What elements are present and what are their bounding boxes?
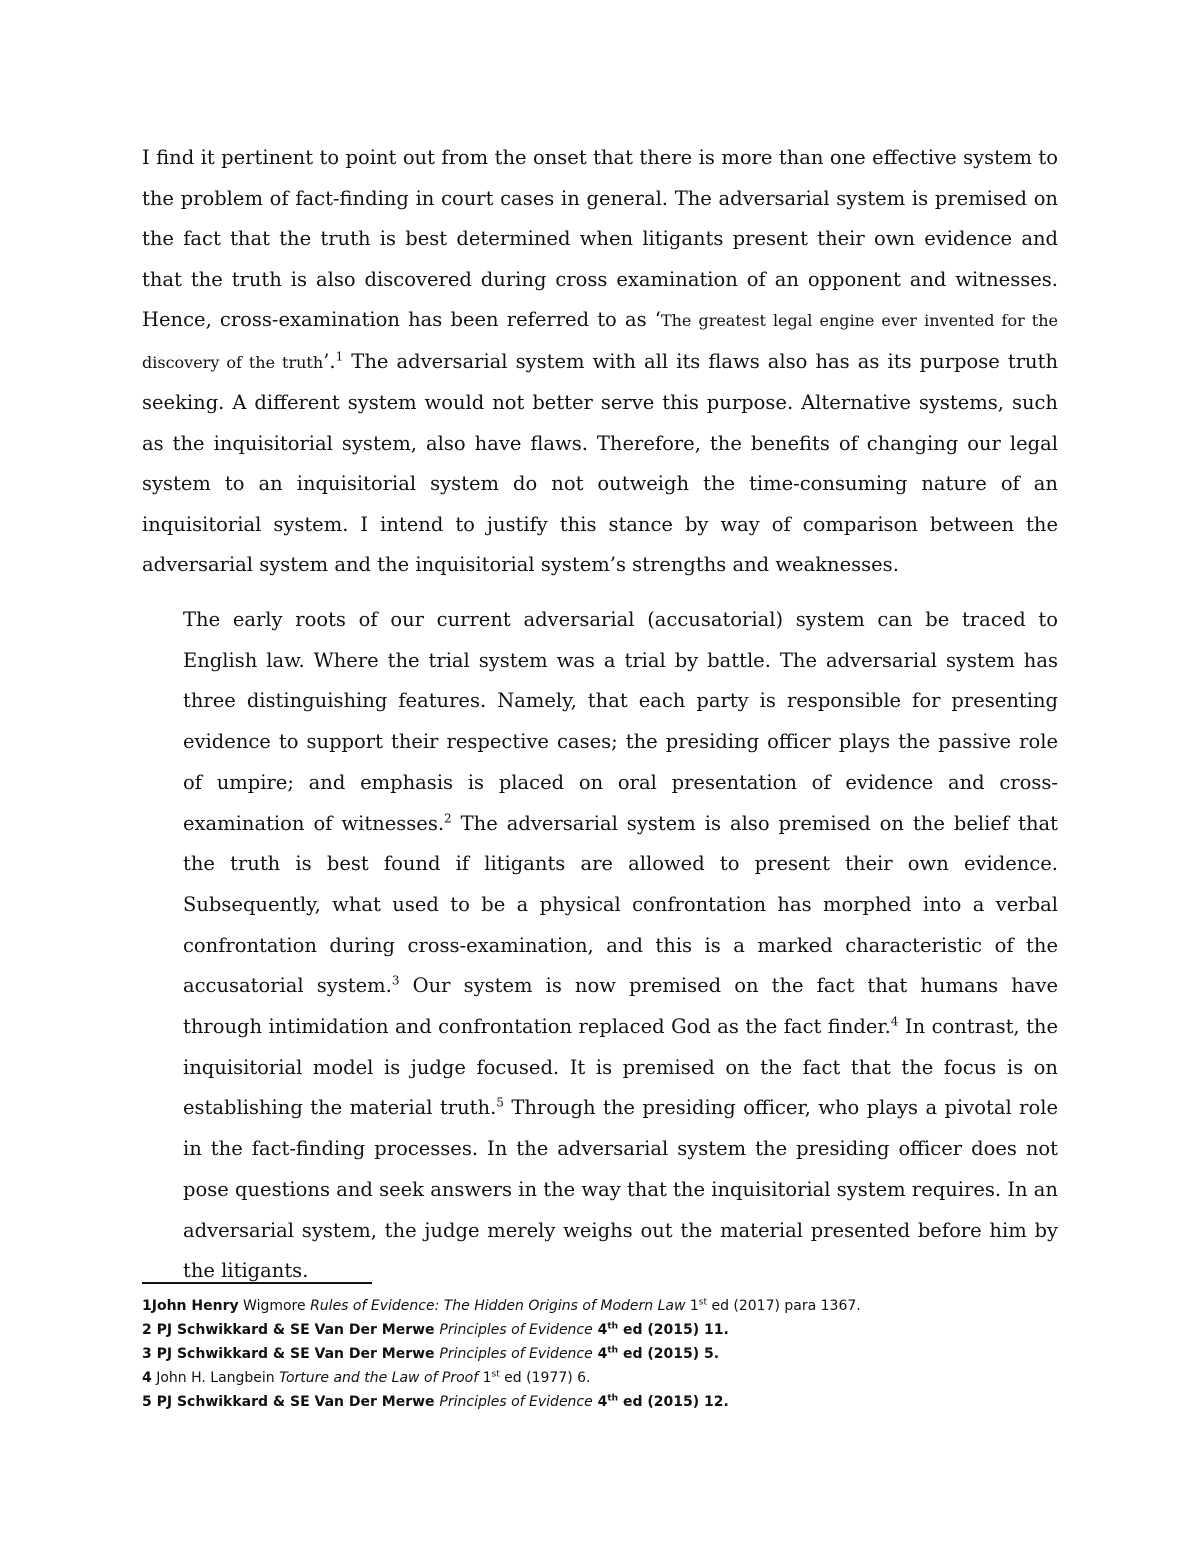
footnote-author: John Henry [151,1298,239,1314]
footnote-5 [142,1390,1058,1414]
footnote-number: 2 [142,1322,152,1338]
footnote-title: Rules of Evidence: The Hidden Origins of Modern Law [310,1298,686,1314]
footnote-citation: ed (2015) 12. [618,1394,729,1410]
history-text-1: The early roots of our current adversarial (accusatorial) system can be traced to English law. Where the trial system was a trial by battle. The adversarial system has three distinguishing features. Namely, that each party is responsible for presenting evidence to support their respective cases; the presiding officer plays the passive role of umpire; and emphasis is placed on oral presentation of evidence and cross-examination of witnesses. [183,608,1058,835]
footnote-number: 5 [142,1394,152,1410]
footnote-citation: ed (2017) para 1367. [707,1298,861,1314]
body-paragraph-intro [142,138,1058,586]
footnote-edition-suffix: st [698,1297,707,1308]
footnote-edition-suffix: th [607,1321,619,1332]
footnote-author: John H. Langbein [151,1370,280,1386]
intro-text: I find it pertinent to point out from the onset that there is more than one effective system to the problem of fact-finding in court cases in general. The adversarial system is premised on the fact that the truth is best determined when litigants present their own evidence and that the truth is also discovered during cross examination of an opponent and witnesses. Hence, cross-examination has been referred to as ‘ [142,146,1058,331]
footnote-4 [142,1366,1058,1390]
footnote-title: Principles of Evidence [439,1394,593,1410]
footnote-title: Principles of Evidence [439,1346,593,1362]
footnote-edition-suffix: th [607,1393,619,1404]
history-text-5: Through the presiding officer, who plays a pivotal role in the fact-finding processes. In the adversarial system the presiding officer does not pose questions and seek answers in the way that the inquisitorial system requires. In an adversarial system, the judge merely weighs out the material presented before him by the litigants. [183,1096,1059,1283]
footnote-title: Principles of Evidence [439,1322,593,1338]
footnote-2 [142,1318,1058,1342]
footnote-edition: 4 [592,1346,608,1362]
footnote-edition-suffix: th [607,1345,619,1356]
footnote-citation: ed (1977) 6. [499,1370,591,1386]
footnote-edition: 1 [478,1370,492,1386]
footnote-ref-3[interactable]: 3 [391,973,400,988]
footnote-edition: 4 [592,1322,608,1338]
footnote-author: PJ Schwikkard & SE Van Der Merwe [151,1322,440,1338]
footnote-3 [142,1342,1058,1366]
footnote-author: PJ Schwikkard & SE Van Der Merwe [151,1394,440,1410]
footnote-ref-1[interactable]: 1 [335,349,344,363]
footnote-title: Torture and the Law of Proof [279,1370,479,1386]
footnote-author: PJ Schwikkard & SE Van Der Merwe [151,1346,440,1362]
footnote-1 [142,1294,1058,1318]
footnote-citation: ed (2015) 11. [618,1322,729,1338]
history-text-2: The adversarial system is also premised on the belief that the truth is best found if litigants are allowed to present their own evidence. Subsequently, what used to be a physical confrontation has morphed into a verbal confrontation during cross-examination, and this is a marked characteristic of the accusatorial system. [183,811,1058,998]
footnote-edition: 4 [592,1394,608,1410]
footnote-edition-suffix: st [491,1369,500,1380]
footnote-number: 3 [142,1346,152,1362]
footnote-ref-2[interactable]: 2 [444,811,452,826]
footnotes [142,1294,1058,1414]
footnote-citation: ed (2015) 5. [618,1346,720,1362]
body-paragraph-history [183,600,1058,1292]
quote-close: ’. [323,349,336,373]
footnote-ref-5[interactable]: 5 [496,1095,504,1110]
history-text-3: Our system is now premised on the fact that humans have through intimidation and confrontation replaced God as the fact finder. [183,974,1058,1039]
footnote-author-surname: Wigmore [238,1298,311,1314]
footnote-number: 1 [142,1298,152,1314]
footnote-number: 4 [142,1370,152,1386]
footnote-separator [142,1282,372,1284]
intro-text-rest: The adversarial system with all its flaws also has as its purpose truth seeking. A different system would not better serve this purpose. Alternative systems, such as the inquisitorial system, also have flaws. Therefore, the benefits of changing our legal system to an inquisitorial system do not outweigh the time-consuming nature of an inquisitorial system. I intend to justify this stance by way of comparison between the adversarial system and the inquisitorial system’s strengths and weaknesses. [142,349,1058,576]
footnote-edition: 1 [685,1298,699,1314]
footnote-ref-4[interactable]: 4 [890,1014,899,1029]
wigmore-quote: The greatest legal engine ever invented for the discovery of the truth [142,311,1058,372]
history-text-4: In contrast, the inquisitorial model is judge focused. It is premised on the fact that the focus is on establishing the material truth. [183,1015,1058,1120]
